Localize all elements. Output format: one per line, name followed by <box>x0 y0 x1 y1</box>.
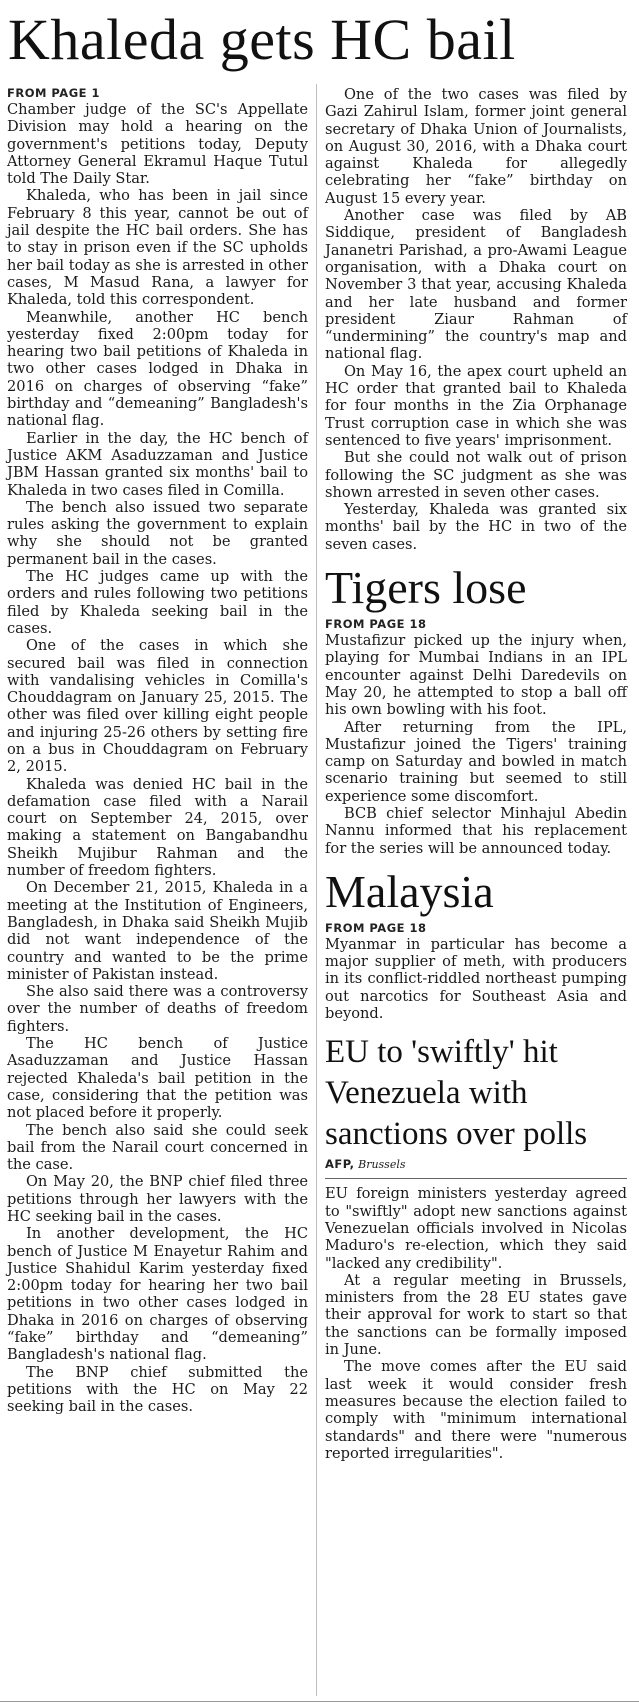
story-paragraph: Earlier in the day, the HC bench of Justice AKM Asaduzzaman and Justice JBM Hassan granted six months' bail to Khaleda in two cases filed in Comilla. <box>7 429 308 499</box>
story-paragraph: Another case was filed by AB Siddique, president of Bangladesh Jananetri Parishad, a pro-Awami League organisation, with a Dhaka court on November 3 that year, accusing Khaleda and her late husband and former president Ziaur Rahman of “undermining” the country's map and national flag. <box>325 207 627 363</box>
from-page-kicker: FROM PAGE 1 <box>7 86 101 100</box>
story-paragraph: The bench also said she could seek bail from the Narail court concerned in the case. <box>7 1121 308 1174</box>
story-malaysia <box>325 867 627 1022</box>
eu-byline <box>325 1157 627 1179</box>
story-paragraph: The move comes after the EU said last week it would consider fresh measures because the election failed to comply with "minimum international standards" and there were "numerous reported irregularities". <box>325 1358 627 1462</box>
story-paragraph: The HC judges came up with the orders and rules following two petitions filed by Khaleda seeking bail in the cases. <box>7 568 308 637</box>
story-paragraph: Meanwhile, another HC bench yesterday fixed 2:00pm today for hearing two bail petitions of Khaleda in two other cases lodged in Dhaka in 2016 on charges of observing “fake” birthday and “demeaning” Bangladesh's national flag. <box>7 308 308 430</box>
story-paragraph: Khaleda was denied HC bail in the defamation case filed with a Narail court on September 24, 2015, over making a statement on Bangabandhu Sheikh Mujibur Rahman and the number of freedom fighters. <box>7 775 308 880</box>
story-paragraph: EU foreign ministers yesterday agreed to "swiftly" adopt new sanctions against Venezuelan officials involved in Nicolas Maduro's re-election, which they said "lacked any credibility". <box>325 1185 627 1272</box>
malaysia-headline: Malaysia <box>325 865 494 917</box>
eu-headline-line: sanctions over polls <box>325 1116 588 1153</box>
story-paragraph: On December 21, 2015, Khaleda in a meeting at the Institution of Engineers, Bangladesh, in Dhaka said Sheikh Mujib did not want independence of the country and wanted to be the prime minister of Pakistan instead. <box>7 879 308 983</box>
byline-place: Brussels <box>358 1158 406 1172</box>
story-paragraph: After returning from the IPL, Mustafizur joined the Tigers' training camp on Saturday and bowled in match scenario training but seemed to still experience some discomfort. <box>325 718 627 805</box>
story-paragraph: On May 20, the BNP chief filed three petitions through her lawyers with the HC seeking bail in the cases. <box>7 1173 308 1225</box>
story-paragraph: At a regular meeting in Brussels, ministers from the 28 EU states gave their approval for work to start so that the sanctions can be formally imposed in June. <box>325 1271 627 1359</box>
story-paragraph: One of the two cases was filed by Gazi Zahirul Islam, former joint general secretary of Dhaka Union of Journalists, on August 30, 2016, with a Dhaka court against Khaleda for allegedly celebrating her “fake” birthday on August 15 every year. <box>325 86 627 207</box>
story-paragraph: One of the cases in which she secured bail was filed in connection with vandalising vehicles in Comilla's Chouddagram on January 25, 2015. The other was filed over killing eight people and injuring 25-26 others by setting fire on a bus in Chouddagram on February 2, 2015. <box>7 637 308 776</box>
story-paragraph: Khaleda, who has been in jail since February 8 this year, cannot be out of jail despite the HC bail orders. She has to stay in prison even if the SC upholds her bail today as she is arrested in other cases, M Masud Rana, a lawyer for Khaleda, told this correspondent. <box>7 187 308 309</box>
story-eu-venezuela <box>325 1032 627 1462</box>
eu-headline-line: EU to 'swiftly' hit <box>325 1034 558 1071</box>
eu-headline <box>325 1032 627 1155</box>
story-paragraph: BCB chief selector Minhajul Abedin Nannu informed that his replacement for the series will be announced today. <box>325 804 627 857</box>
story-khaleda-column-1 <box>7 86 308 1416</box>
eu-headline-line: Venezuela with <box>325 1075 528 1112</box>
story-tigers <box>325 563 627 857</box>
story-paragraph: The bench also issued two separate rules asking the government to explain why she should not be granted permanent bail in the cases. <box>7 498 308 568</box>
column-divider <box>316 84 317 1696</box>
story-paragraph: The BNP chief submitted the petitions with the HC on May 22 seeking bail in the cases. <box>7 1363 308 1416</box>
story-paragraph: In another development, the HC bench of Justice M Enayetur Rahim and Justice Shahidul Karim yesterday fixed 2:00pm today for hearing her two bail petitions in two other cases lodged in Dhaka in 2016 on charges of observing “fake” birthday and “demeaning” Bangladesh's national flag. <box>7 1225 308 1364</box>
story-paragraph: Mustafizur picked up the injury when, playing for Mumbai Indians in an IPL encounter against Delhi Daredevils on May 20, he attempted to stop a ball off his own bowling with his foot. <box>325 632 627 719</box>
column-2 <box>325 86 627 1462</box>
story-khaleda-continued <box>325 86 627 553</box>
byline-agency: AFP, <box>325 1157 355 1172</box>
story-paragraph: Yesterday, Khaleda was granted six months' bail by the HC in two of the seven cases. <box>325 501 627 553</box>
tigers-headline: Tigers lose <box>325 562 527 614</box>
story-paragraph: She also said there was a controversy over the number of deaths of freedom fighters. <box>7 983 308 1035</box>
malaysia-kicker: FROM PAGE 18 <box>325 920 427 935</box>
story-paragraph: Chamber judge of the SC's Appellate Division may hold a hearing on the government's petitions today, Deputy Attorney General Ekramul Haque Tutul told The Daily Star. <box>7 101 308 188</box>
story-paragraph: But she could not walk out of prison following the SC judgment as she was shown arrested in seven other cases. <box>325 449 627 501</box>
story-paragraph: Myanmar in particular has become a major supplier of meth, with producers in its conflict-riddled northeast pumping out narcotics for Southeast Asia and beyond. <box>325 935 627 1023</box>
story-paragraph: The HC bench of Justice Asaduzzaman and Justice Hassan rejected Khaleda's bail petition in the case, considering that the petition was not placed before it properly. <box>7 1035 308 1122</box>
page-headline: Khaleda gets HC bail <box>8 7 516 72</box>
tigers-kicker: FROM PAGE 18 <box>325 617 427 632</box>
story-paragraph: On May 16, the apex court upheld an HC order that granted bail to Khaleda for four months in the Zia Orphanage Trust corruption case in which she was sentenced to five years' imprisonment. <box>325 362 627 449</box>
bottom-rule <box>0 1701 639 1702</box>
